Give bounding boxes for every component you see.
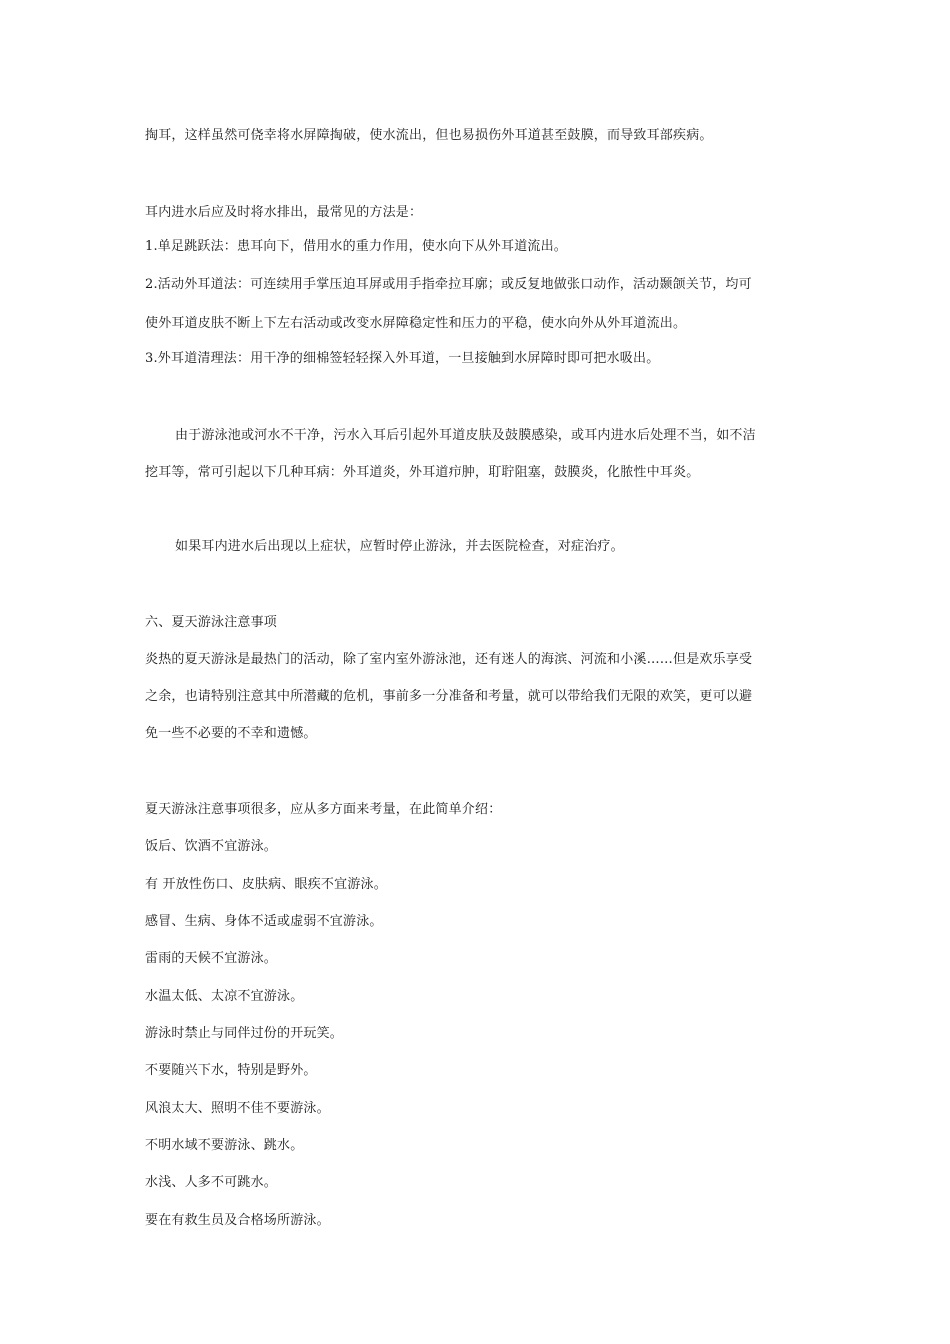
paragraph-infection-line-2: 挖耳等，常可引起以下几种耳病：外耳道炎，外耳道疖肿，耵聍阻塞，鼓膜炎，化脓性中耳炎。 [145, 465, 700, 480]
tip-item: 不要随兴下水，特别是野外。 [145, 1063, 317, 1078]
tip-item: 水温太低、太凉不宜游泳。 [145, 989, 304, 1004]
tip-item: 游泳时禁止与同伴过份的开玩笑。 [145, 1026, 344, 1041]
tip-item: 要在有救生员及合格场所游泳。 [145, 1213, 330, 1228]
tip-item: 有 开放性伤口、皮肤病、眼疾不宜游泳。 [145, 877, 387, 892]
method-two-line-1: 2.活动外耳道法：可连续用手掌压迫耳屏或用手指牵拉耳廓；或反复地做张口动作，活动颞颌关节，均可 [145, 277, 752, 292]
paragraph-summer-line-2: 之余，也请特别注意其中所潜藏的危机，事前多一分准备和考量，就可以带给我们无限的欢笑，更可以避 [145, 689, 753, 704]
tip-item: 饭后、饮酒不宜游泳。 [145, 839, 278, 854]
method-one-jumping: 1.单足跳跃法：患耳向下，借用水的重力作用，使水向下从外耳道流出。 [145, 239, 568, 254]
paragraph-list-intro: 夏天游泳注意事项很多，应从多方面来考量，在此简单介绍： [145, 802, 502, 817]
paragraph-dig-ear: 掏耳，这样虽然可侥幸将水屏障掏破，使水流出，但也易损伤外耳道甚至鼓膜，而导致耳部疾病。 [145, 128, 713, 143]
tip-item: 不明水域不要游泳、跳水。 [145, 1138, 304, 1153]
method-three-cleaning: 3.外耳道清理法：用干净的细棉签轻轻探入外耳道，一旦接触到水屏障时即可把水吸出。 [145, 351, 660, 366]
tip-item: 感冒、生病、身体不适或虚弱不宜游泳。 [145, 914, 383, 929]
tip-item: 水浅、人多不可跳水。 [145, 1175, 278, 1190]
paragraph-infection-line-1: 由于游泳池或河水不干净，污水入耳后引起外耳道皮肤及鼓膜感染，或耳内进水后处理不当，如不洁 [175, 428, 756, 443]
paragraph-summer-line-1: 炎热的夏天游泳是最热门的活动，除了室内室外游泳池，还有迷人的海滨、河流和小溪……但是欢乐享受 [145, 652, 753, 667]
tip-item: 雷雨的天候不宜游泳。 [145, 951, 278, 966]
paragraph-stop-swimming: 如果耳内进水后出现以上症状，应暂时停止游泳，并去医院检查，对症治疗。 [175, 539, 624, 554]
paragraph-summer-line-3: 免一些不必要的不幸和遗憾。 [145, 726, 317, 741]
tip-item: 风浪太大、照明不佳不要游泳。 [145, 1101, 330, 1116]
method-two-line-2: 使外耳道皮肤不断上下左右活动或改变水屏障稳定性和压力的平稳，使水向外从外耳道流出。 [145, 316, 687, 331]
section-heading: 六、夏天游泳注意事项 [145, 615, 278, 630]
paragraph-methods-intro: 耳内进水后应及时将水排出，最常见的方法是： [145, 205, 423, 220]
